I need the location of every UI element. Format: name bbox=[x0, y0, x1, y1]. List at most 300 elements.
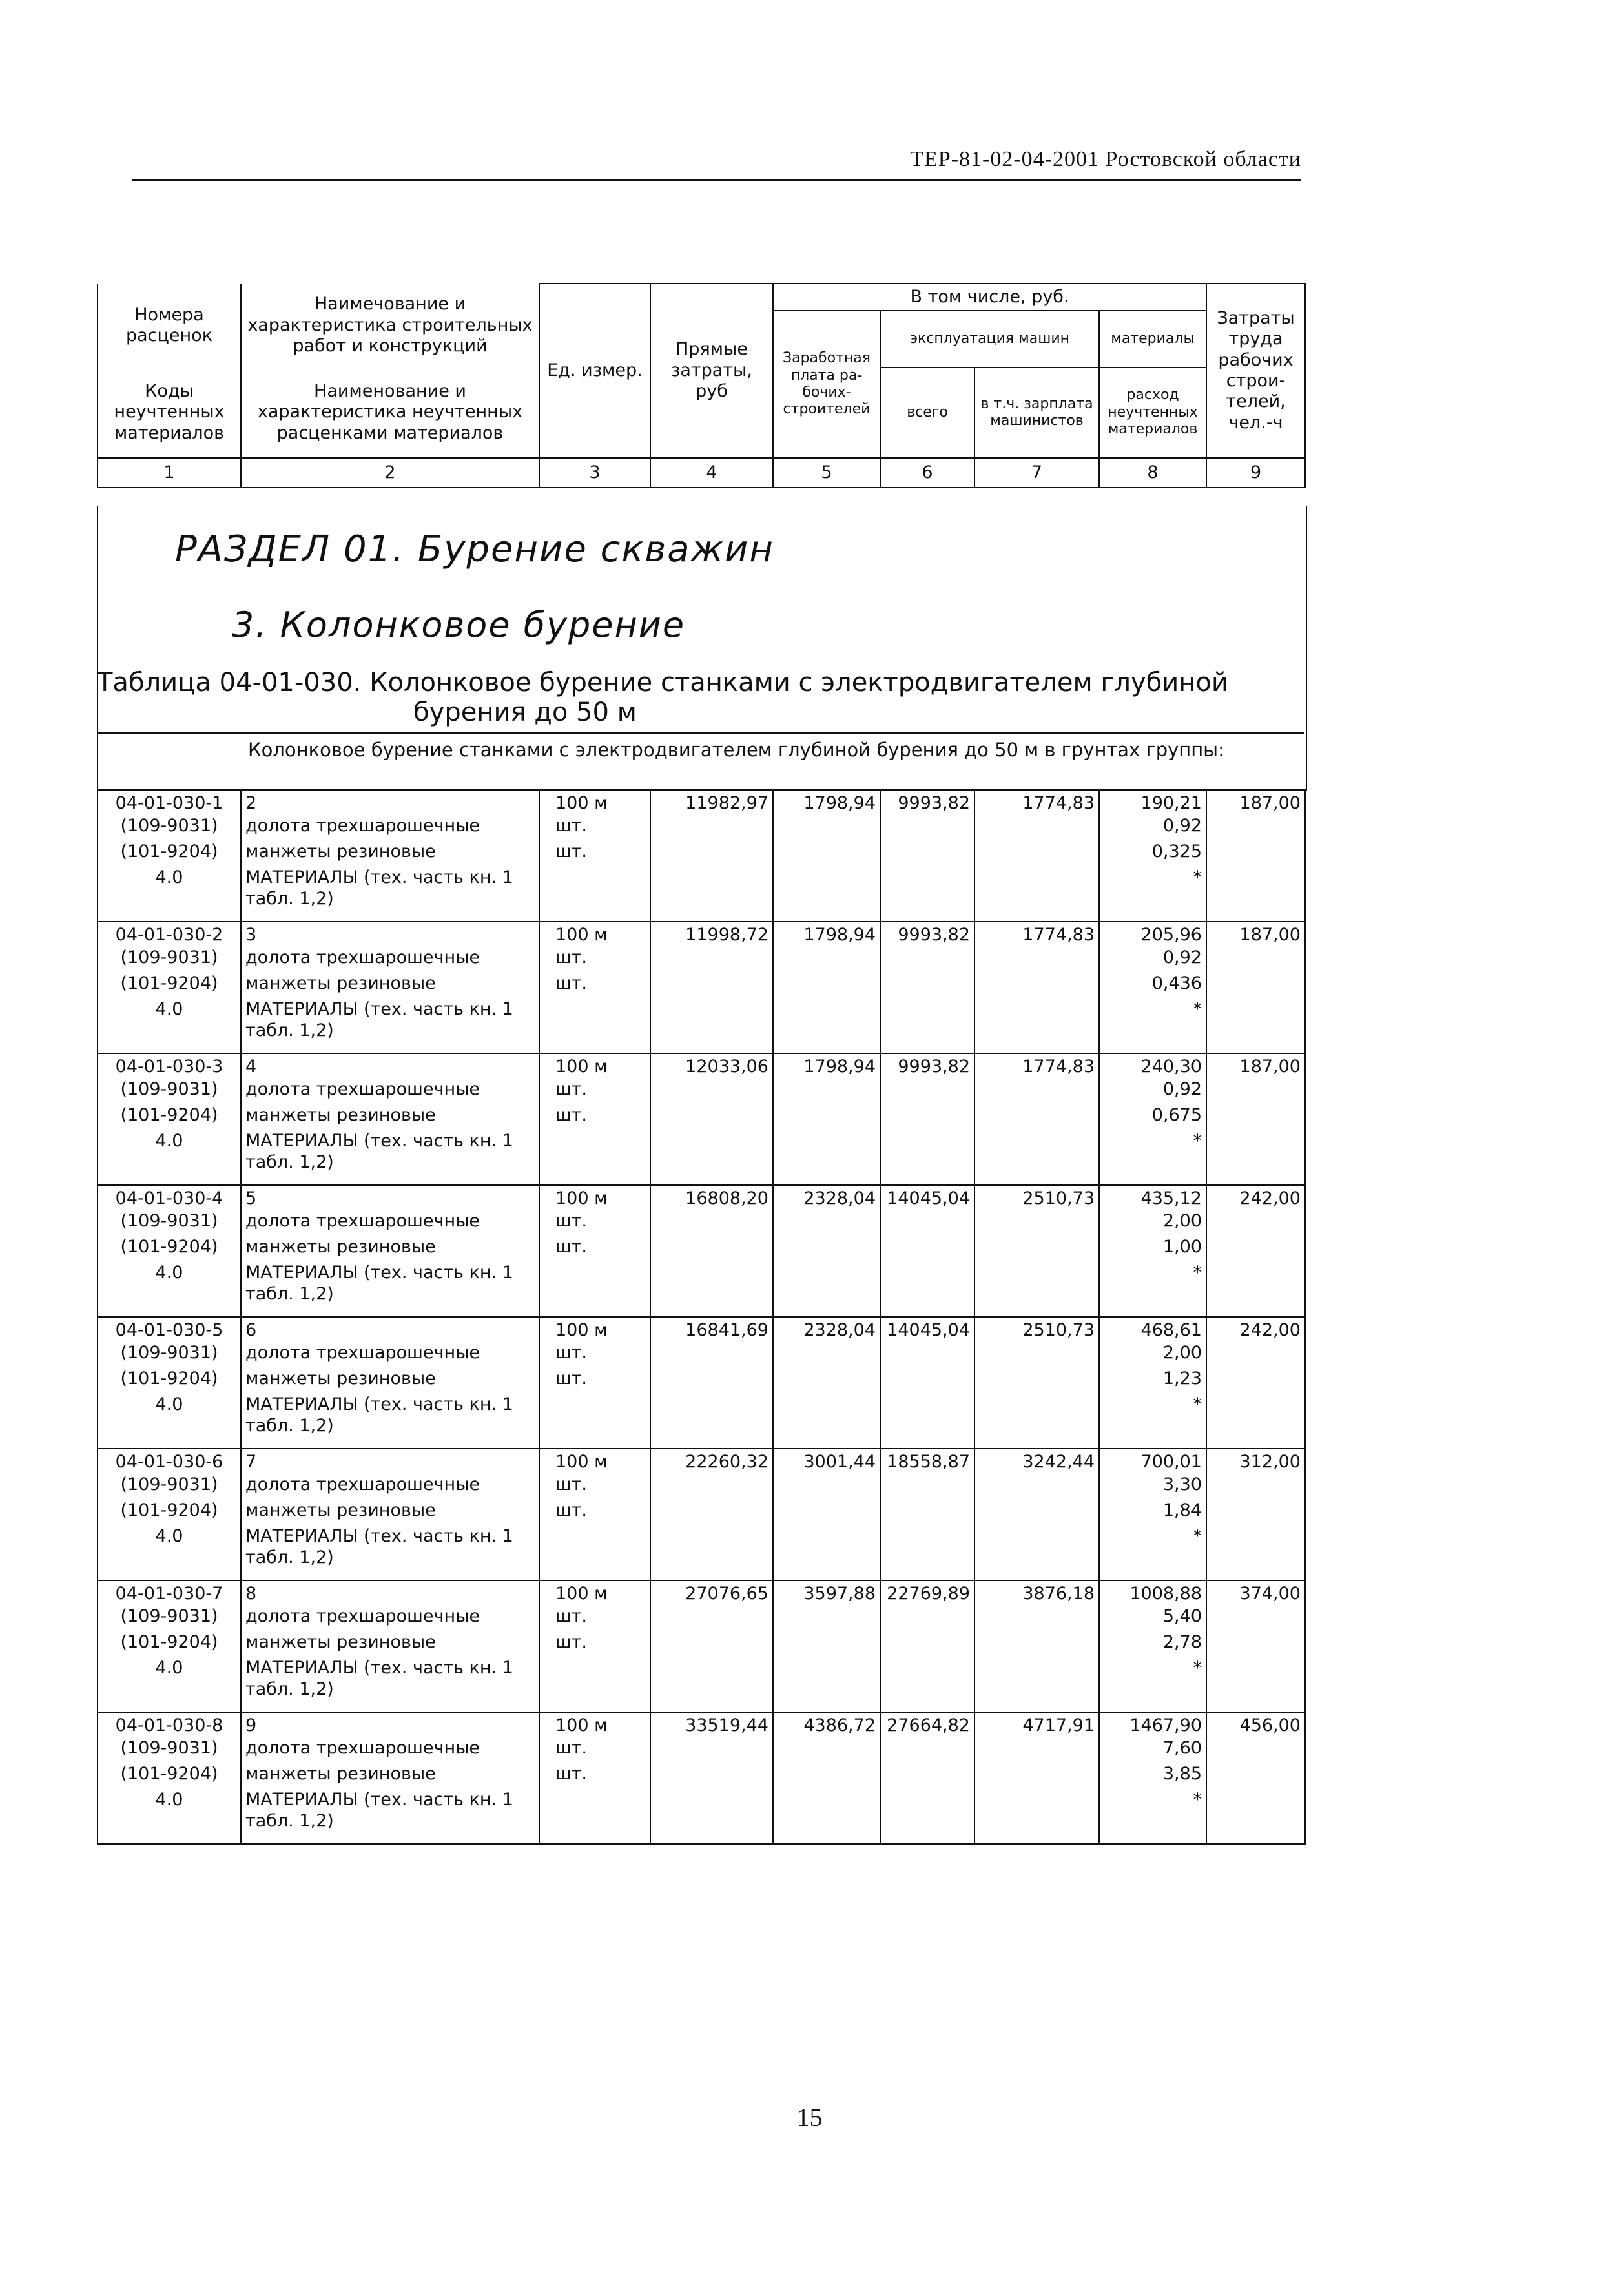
labor-value: 242,00 bbox=[1206, 1185, 1305, 1211]
material-unit: шт. bbox=[539, 816, 650, 842]
empty-cell bbox=[880, 1079, 974, 1105]
empty-cell bbox=[880, 1764, 974, 1790]
rate-code: 04-01-030-6 bbox=[98, 1449, 241, 1474]
table-row-material bbox=[98, 1658, 1305, 1712]
empty-cell bbox=[773, 1263, 880, 1317]
empty-cell bbox=[974, 1369, 1099, 1394]
wages-value: 4386,72 bbox=[773, 1712, 880, 1738]
empty-cell bbox=[650, 1237, 773, 1263]
rate-code: 04-01-030-7 bbox=[98, 1580, 241, 1606]
empty-cell bbox=[880, 1500, 974, 1526]
empty-cell bbox=[880, 867, 974, 922]
asterisk-mark: * bbox=[1099, 999, 1206, 1053]
material-code: (101-9204) bbox=[98, 1764, 241, 1790]
labor-value: 187,00 bbox=[1206, 1053, 1305, 1079]
material-unit: шт. bbox=[539, 1764, 650, 1790]
empty-cell bbox=[1206, 1526, 1305, 1580]
empty-cell bbox=[1206, 816, 1305, 842]
material-unit: шт. bbox=[539, 1343, 650, 1369]
material-consumption: 3,30 bbox=[1099, 1474, 1206, 1500]
empty-cell bbox=[1206, 947, 1305, 973]
table-row-material bbox=[98, 1632, 1305, 1658]
labor-value: 187,00 bbox=[1206, 922, 1305, 947]
material-name: долота трехшарошечные bbox=[241, 1211, 539, 1237]
machines-wages-value: 1774,83 bbox=[974, 1053, 1099, 1079]
direct-costs-value: 11998,72 bbox=[650, 922, 773, 947]
empty-cell bbox=[974, 1394, 1099, 1449]
material-name: долота трехшарошечные bbox=[241, 1738, 539, 1764]
hdr-including: В том числе, руб. bbox=[773, 284, 1206, 311]
empty-cell bbox=[880, 1658, 974, 1712]
soil-group: 5 bbox=[241, 1185, 539, 1211]
empty-cell bbox=[773, 1474, 880, 1500]
material-consumption: 1,23 bbox=[1099, 1369, 1206, 1394]
direct-costs-value: 12033,06 bbox=[650, 1053, 773, 1079]
materials-name: МАТЕРИАЛЫ (тех. часть кн. 1 табл. 1,2) bbox=[241, 1526, 539, 1580]
empty-cell bbox=[974, 1526, 1099, 1580]
material-name: манжеты резиновые bbox=[241, 1237, 539, 1263]
empty-cell bbox=[1206, 1632, 1305, 1658]
empty-cell bbox=[773, 1343, 880, 1369]
empty-cell bbox=[773, 1105, 880, 1131]
unit-value: 100 м bbox=[539, 1449, 650, 1474]
material-name: манжеты резиновые bbox=[241, 1632, 539, 1658]
table-row-rate bbox=[98, 922, 1305, 947]
table-row-material bbox=[98, 842, 1305, 867]
empty-cell bbox=[880, 1343, 974, 1369]
hdr-materials-unaccounted: расход неучтенных материалов bbox=[1099, 367, 1206, 458]
document-code: ТЕР-81-02-04-2001 Ростовской области bbox=[910, 147, 1301, 171]
material-unit: шт. bbox=[539, 1500, 650, 1526]
empty-cell bbox=[1206, 1105, 1305, 1131]
rate-code: 04-01-030-5 bbox=[98, 1317, 241, 1343]
table-row-material bbox=[98, 1526, 1305, 1580]
empty-cell bbox=[880, 1632, 974, 1658]
machines-wages-value: 2510,73 bbox=[974, 1185, 1099, 1211]
unit-value: 100 м bbox=[539, 922, 650, 947]
empty-cell bbox=[974, 1237, 1099, 1263]
empty-cell bbox=[650, 999, 773, 1053]
empty-cell bbox=[1206, 1211, 1305, 1237]
materials-code: 4.0 bbox=[98, 867, 241, 922]
material-consumption: 0,92 bbox=[1099, 947, 1206, 973]
empty-cell bbox=[773, 1394, 880, 1449]
empty-cell bbox=[650, 867, 773, 922]
table-row-material bbox=[98, 1790, 1305, 1844]
machines-wages-value: 4717,91 bbox=[974, 1712, 1099, 1738]
table-row-material bbox=[98, 1606, 1305, 1632]
machines-total-value: 14045,04 bbox=[880, 1317, 974, 1343]
material-name: долота трехшарошечные bbox=[241, 947, 539, 973]
empty-cell bbox=[539, 1131, 650, 1185]
table-row-material bbox=[98, 1500, 1305, 1526]
empty-cell bbox=[880, 1474, 974, 1500]
rates-table-body bbox=[98, 790, 1305, 1844]
empty-cell bbox=[539, 1394, 650, 1449]
empty-cell bbox=[650, 1263, 773, 1317]
table-row-rate bbox=[98, 1185, 1305, 1211]
empty-cell bbox=[650, 842, 773, 867]
material-consumption: 0,92 bbox=[1099, 1079, 1206, 1105]
caption-rule bbox=[97, 732, 1304, 734]
material-code: (109-9031) bbox=[98, 816, 241, 842]
empty-cell bbox=[650, 1105, 773, 1131]
page-number: 15 bbox=[796, 2103, 823, 2132]
machines-total-value: 9993,82 bbox=[880, 1053, 974, 1079]
material-name: манжеты резиновые bbox=[241, 1105, 539, 1131]
col-number: 6 bbox=[880, 458, 974, 488]
table-caption-line-2: бурения до 50 м bbox=[413, 698, 637, 727]
table-row-rate bbox=[98, 790, 1305, 816]
direct-costs-value: 22260,32 bbox=[650, 1449, 773, 1474]
asterisk-mark: * bbox=[1099, 1394, 1206, 1449]
materials-name: МАТЕРИАЛЫ (тех. часть кн. 1 табл. 1,2) bbox=[241, 1131, 539, 1185]
direct-costs-value: 33519,44 bbox=[650, 1712, 773, 1738]
document-header bbox=[132, 147, 1301, 181]
materials-code: 4.0 bbox=[98, 1790, 241, 1844]
empty-cell bbox=[1206, 1237, 1305, 1263]
col-number: 9 bbox=[1206, 458, 1305, 488]
table-row-material bbox=[98, 1237, 1305, 1263]
empty-cell bbox=[1206, 1343, 1305, 1369]
empty-cell bbox=[880, 1606, 974, 1632]
empty-cell bbox=[1206, 1764, 1305, 1790]
empty-cell bbox=[880, 1263, 974, 1317]
empty-cell bbox=[1206, 1474, 1305, 1500]
empty-cell bbox=[650, 1211, 773, 1237]
table-row-material bbox=[98, 1131, 1305, 1185]
empty-cell bbox=[773, 816, 880, 842]
machines-total-value: 9993,82 bbox=[880, 922, 974, 947]
material-consumption: 0,325 bbox=[1099, 842, 1206, 867]
empty-cell bbox=[773, 1764, 880, 1790]
empty-cell bbox=[539, 1790, 650, 1844]
empty-cell bbox=[880, 816, 974, 842]
empty-cell bbox=[974, 1790, 1099, 1844]
rate-code: 04-01-030-4 bbox=[98, 1185, 241, 1211]
material-unit: шт. bbox=[539, 1632, 650, 1658]
materials-name: МАТЕРИАЛЫ (тех. часть кн. 1 табл. 1,2) bbox=[241, 1658, 539, 1712]
empty-cell bbox=[773, 1526, 880, 1580]
material-consumption: 2,00 bbox=[1099, 1211, 1206, 1237]
direct-costs-value: 11982,97 bbox=[650, 790, 773, 816]
hdr-name-bottom: Наименование и характеристика неучтенных расценками материалов bbox=[241, 367, 539, 458]
table-header bbox=[97, 283, 1306, 488]
asterisk-mark: * bbox=[1099, 1790, 1206, 1844]
empty-cell bbox=[1206, 1658, 1305, 1712]
materials-code: 4.0 bbox=[98, 999, 241, 1053]
hdr-machines-wages: в т.ч. зарплата машинистов bbox=[974, 367, 1099, 458]
empty-cell bbox=[880, 973, 974, 999]
hdr-wages: Заработная плата ра-бочих-строителей bbox=[773, 311, 880, 458]
hdr-unit: Ед. измер. bbox=[539, 284, 650, 458]
material-code: (109-9031) bbox=[98, 1343, 241, 1369]
empty-cell bbox=[650, 1526, 773, 1580]
material-name: долота трехшарошечные bbox=[241, 1343, 539, 1369]
empty-cell bbox=[1206, 1369, 1305, 1394]
wages-value: 1798,94 bbox=[773, 790, 880, 816]
empty-cell bbox=[650, 1764, 773, 1790]
materials-code: 4.0 bbox=[98, 1394, 241, 1449]
empty-cell bbox=[773, 1658, 880, 1712]
empty-cell bbox=[1206, 1263, 1305, 1317]
asterisk-mark: * bbox=[1099, 867, 1206, 922]
wages-value: 3001,44 bbox=[773, 1449, 880, 1474]
material-name: долота трехшарошечные bbox=[241, 1606, 539, 1632]
empty-cell bbox=[539, 1263, 650, 1317]
materials-value: 468,61 bbox=[1099, 1317, 1206, 1343]
empty-cell bbox=[1206, 842, 1305, 867]
empty-cell bbox=[539, 1658, 650, 1712]
empty-cell bbox=[974, 1764, 1099, 1790]
empty-cell bbox=[650, 1394, 773, 1449]
materials-code: 4.0 bbox=[98, 1526, 241, 1580]
soil-group: 7 bbox=[241, 1449, 539, 1474]
hdr-materials: материалы bbox=[1099, 311, 1206, 367]
labor-value: 374,00 bbox=[1206, 1580, 1305, 1606]
asterisk-mark: * bbox=[1099, 1658, 1206, 1712]
empty-cell bbox=[1206, 999, 1305, 1053]
material-unit: шт. bbox=[539, 1079, 650, 1105]
empty-cell bbox=[880, 947, 974, 973]
material-consumption: 5,40 bbox=[1099, 1606, 1206, 1632]
material-unit: шт. bbox=[539, 973, 650, 999]
empty-cell bbox=[880, 1131, 974, 1185]
material-unit: шт. bbox=[539, 1474, 650, 1500]
col-number: 7 bbox=[974, 458, 1099, 488]
empty-cell bbox=[773, 1500, 880, 1526]
materials-name: МАТЕРИАЛЫ (тех. часть кн. 1 табл. 1,2) bbox=[241, 1394, 539, 1449]
materials-name: МАТЕРИАЛЫ (тех. часть кн. 1 табл. 1,2) bbox=[241, 999, 539, 1053]
table-row-material bbox=[98, 973, 1305, 999]
empty-cell bbox=[974, 1343, 1099, 1369]
empty-cell bbox=[773, 999, 880, 1053]
empty-cell bbox=[1206, 1394, 1305, 1449]
hdr-direct-costs: Прямые затраты, руб bbox=[650, 284, 773, 458]
empty-cell bbox=[773, 867, 880, 922]
table-row-material bbox=[98, 1263, 1305, 1317]
empty-cell bbox=[1206, 1079, 1305, 1105]
table-row-material bbox=[98, 867, 1305, 922]
empty-cell bbox=[650, 1790, 773, 1844]
soil-group: 9 bbox=[241, 1712, 539, 1738]
table-row-material bbox=[98, 1738, 1305, 1764]
empty-cell bbox=[880, 1526, 974, 1580]
table-row-rate bbox=[98, 1580, 1305, 1606]
empty-cell bbox=[773, 1211, 880, 1237]
materials-value: 1467,90 bbox=[1099, 1712, 1206, 1738]
rate-code: 04-01-030-2 bbox=[98, 922, 241, 947]
table-row-material bbox=[98, 1343, 1305, 1369]
labor-value: 312,00 bbox=[1206, 1449, 1305, 1474]
empty-cell bbox=[880, 1394, 974, 1449]
material-name: манжеты резиновые bbox=[241, 973, 539, 999]
empty-cell bbox=[773, 1606, 880, 1632]
table-row-material bbox=[98, 1394, 1305, 1449]
col-number: 3 bbox=[539, 458, 650, 488]
wages-value: 3597,88 bbox=[773, 1580, 880, 1606]
group-note bbox=[97, 736, 1307, 791]
table-caption bbox=[97, 668, 1304, 727]
empty-cell bbox=[650, 1500, 773, 1526]
asterisk-mark: * bbox=[1099, 1263, 1206, 1317]
table-caption-line-1: Таблица 04-01-030. Колонковое бурение станками с электродвигателем глубиной bbox=[97, 668, 1228, 698]
machines-wages-value: 3876,18 bbox=[974, 1580, 1099, 1606]
table-row-material bbox=[98, 1369, 1305, 1394]
material-name: долота трехшарошечные bbox=[241, 816, 539, 842]
empty-cell bbox=[1206, 973, 1305, 999]
soil-group: 3 bbox=[241, 922, 539, 947]
empty-cell bbox=[1206, 1131, 1305, 1185]
soil-group: 2 bbox=[241, 790, 539, 816]
material-unit: шт. bbox=[539, 1606, 650, 1632]
col-number: 2 bbox=[241, 458, 539, 488]
materials-code: 4.0 bbox=[98, 1131, 241, 1185]
empty-cell bbox=[974, 947, 1099, 973]
col-number: 8 bbox=[1099, 458, 1206, 488]
machines-wages-value: 1774,83 bbox=[974, 922, 1099, 947]
materials-value: 205,96 bbox=[1099, 922, 1206, 947]
empty-cell bbox=[650, 1658, 773, 1712]
hdr-codes-bottom: Коды неучтенных материалов bbox=[98, 367, 241, 458]
materials-code: 4.0 bbox=[98, 1658, 241, 1712]
material-name: долота трехшарошечные bbox=[241, 1474, 539, 1500]
col-number: 5 bbox=[773, 458, 880, 488]
material-code: (109-9031) bbox=[98, 947, 241, 973]
rates-table bbox=[97, 789, 1306, 1845]
material-unit: шт. bbox=[539, 842, 650, 867]
empty-cell bbox=[773, 1131, 880, 1185]
empty-cell bbox=[650, 1369, 773, 1394]
rate-code: 04-01-030-1 bbox=[98, 790, 241, 816]
table-row-material bbox=[98, 1764, 1305, 1790]
material-name: манжеты резиновые bbox=[241, 842, 539, 867]
empty-cell bbox=[650, 1343, 773, 1369]
empty-cell bbox=[1206, 867, 1305, 922]
empty-cell bbox=[974, 973, 1099, 999]
material-unit: шт. bbox=[539, 1237, 650, 1263]
empty-cell bbox=[1206, 1790, 1305, 1844]
wages-value: 1798,94 bbox=[773, 1053, 880, 1079]
material-name: манжеты резиновые bbox=[241, 1369, 539, 1394]
empty-cell bbox=[880, 1369, 974, 1394]
table-row-rate bbox=[98, 1449, 1305, 1474]
materials-name: МАТЕРИАЛЫ (тех. часть кн. 1 табл. 1,2) bbox=[241, 1263, 539, 1317]
empty-cell bbox=[974, 1079, 1099, 1105]
material-consumption: 0,675 bbox=[1099, 1105, 1206, 1131]
empty-cell bbox=[974, 1131, 1099, 1185]
machines-total-value: 27664,82 bbox=[880, 1712, 974, 1738]
asterisk-mark: * bbox=[1099, 1131, 1206, 1185]
empty-cell bbox=[974, 1606, 1099, 1632]
material-consumption: 2,00 bbox=[1099, 1343, 1206, 1369]
material-consumption: 0,436 bbox=[1099, 973, 1206, 999]
empty-cell bbox=[974, 816, 1099, 842]
empty-cell bbox=[650, 1738, 773, 1764]
empty-cell bbox=[773, 1738, 880, 1764]
material-code: (101-9204) bbox=[98, 1237, 241, 1263]
wages-value: 2328,04 bbox=[773, 1185, 880, 1211]
subsection-title: 3. Колонковое бурение bbox=[231, 605, 686, 645]
rate-code: 04-01-030-3 bbox=[98, 1053, 241, 1079]
material-code: (109-9031) bbox=[98, 1211, 241, 1237]
machines-total-value: 22769,89 bbox=[880, 1580, 974, 1606]
empty-cell bbox=[773, 1369, 880, 1394]
empty-cell bbox=[773, 1790, 880, 1844]
table-row-material bbox=[98, 1105, 1305, 1131]
material-code: (101-9204) bbox=[98, 1632, 241, 1658]
empty-cell bbox=[1206, 1500, 1305, 1526]
wages-value: 2328,04 bbox=[773, 1317, 880, 1343]
material-consumption: 1,00 bbox=[1099, 1237, 1206, 1263]
empty-cell bbox=[773, 842, 880, 867]
empty-cell bbox=[974, 1105, 1099, 1131]
material-code: (101-9204) bbox=[98, 1500, 241, 1526]
empty-cell bbox=[880, 842, 974, 867]
hdr-name-top: Наимечование и характеристика строительных работ и конструкций bbox=[241, 284, 539, 367]
empty-cell bbox=[773, 973, 880, 999]
materials-name: МАТЕРИАЛЫ (тех. часть кн. 1 табл. 1,2) bbox=[241, 1790, 539, 1844]
materials-code: 4.0 bbox=[98, 1263, 241, 1317]
wages-value: 1798,94 bbox=[773, 922, 880, 947]
direct-costs-value: 27076,65 bbox=[650, 1580, 773, 1606]
empty-cell bbox=[974, 1211, 1099, 1237]
empty-cell bbox=[539, 867, 650, 922]
empty-cell bbox=[773, 947, 880, 973]
table-row-material bbox=[98, 947, 1305, 973]
col-number: 4 bbox=[650, 458, 773, 488]
empty-cell bbox=[650, 1079, 773, 1105]
empty-cell bbox=[650, 947, 773, 973]
material-unit: шт. bbox=[539, 1211, 650, 1237]
table-row-material bbox=[98, 816, 1305, 842]
materials-value: 700,01 bbox=[1099, 1449, 1206, 1474]
table-row-rate bbox=[98, 1712, 1305, 1738]
empty-cell bbox=[880, 1738, 974, 1764]
empty-cell bbox=[1206, 1606, 1305, 1632]
unit-value: 100 м bbox=[539, 1580, 650, 1606]
material-consumption: 3,85 bbox=[1099, 1764, 1206, 1790]
material-consumption: 0,92 bbox=[1099, 816, 1206, 842]
table-row-material bbox=[98, 1211, 1305, 1237]
empty-cell bbox=[773, 1632, 880, 1658]
empty-cell bbox=[773, 1237, 880, 1263]
labor-value: 187,00 bbox=[1206, 790, 1305, 816]
empty-cell bbox=[650, 1606, 773, 1632]
unit-value: 100 м bbox=[539, 790, 650, 816]
unit-value: 100 м bbox=[539, 1712, 650, 1738]
materials-name: МАТЕРИАЛЫ (тех. часть кн. 1 табл. 1,2) bbox=[241, 867, 539, 922]
material-code: (109-9031) bbox=[98, 1606, 241, 1632]
empty-cell bbox=[880, 999, 974, 1053]
empty-cell bbox=[880, 1790, 974, 1844]
empty-cell bbox=[650, 1131, 773, 1185]
rate-code: 04-01-030-8 bbox=[98, 1712, 241, 1738]
empty-cell bbox=[974, 1500, 1099, 1526]
materials-value: 1008,88 bbox=[1099, 1580, 1206, 1606]
material-code: (101-9204) bbox=[98, 842, 241, 867]
material-unit: шт. bbox=[539, 1105, 650, 1131]
direct-costs-value: 16808,20 bbox=[650, 1185, 773, 1211]
table-row-material bbox=[98, 1474, 1305, 1500]
table-row-material bbox=[98, 999, 1305, 1053]
hdr-machines: эксплуатация машин bbox=[880, 311, 1099, 367]
material-code: (109-9031) bbox=[98, 1474, 241, 1500]
empty-cell bbox=[880, 1211, 974, 1237]
materials-value: 435,12 bbox=[1099, 1185, 1206, 1211]
soil-group: 6 bbox=[241, 1317, 539, 1343]
unit-value: 100 м bbox=[539, 1317, 650, 1343]
